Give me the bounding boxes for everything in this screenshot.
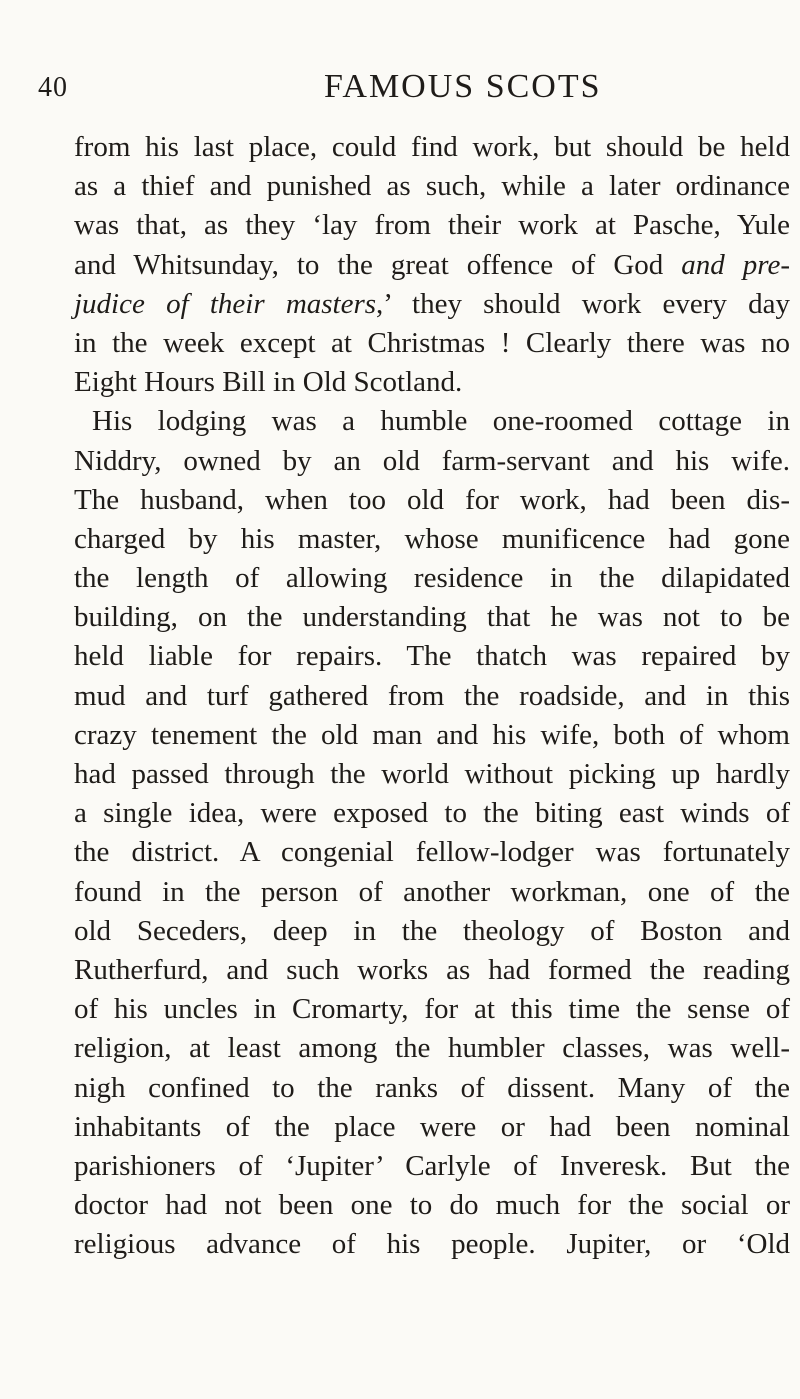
text-line: parishioners of ‘Jupiter’ Carlyle of Inveresk. But the: [74, 1149, 790, 1182]
running-header: [38, 58, 718, 105]
text-line: had passed through the world without picking up hardly: [74, 758, 790, 790]
text-line: held liable for repairs. The thatch was repaired by: [74, 640, 790, 673]
text-line: religion, at least among the humbler classes, was well-: [74, 1032, 790, 1065]
text-segment: and Whitsunday, to the great offence of God: [74, 248, 682, 281]
running-title: FAMOUS SCOTS: [324, 68, 602, 105]
text-line: nigh confined to the ranks of dissent. Many of the: [74, 1071, 790, 1104]
body-text: [74, 128, 790, 1264]
text-line: in the week except at Christmas ! Clearly there was no: [74, 326, 790, 359]
text-line: found in the person of another workman, one of the: [74, 875, 790, 908]
text-line: charged by his master, whose munificence had gone: [74, 522, 790, 555]
text-line: [74, 246, 790, 285]
text-line: Niddry, owned by an old farm-servant and his wife.: [74, 444, 790, 477]
text-line: was that, as they ‘lay from their work at Pasche, Yule: [74, 209, 790, 242]
text-line: The husband, when too old for work, had been dis-: [74, 483, 790, 516]
paragraph-first-line: His lodging was a humble one-roomed cottage in: [92, 405, 790, 438]
text-line: crazy tenement the old man and his wife, both of whom: [74, 718, 790, 751]
text-line: from his last place, could find work, but should be held: [74, 131, 790, 163]
text-line: a single idea, were exposed to the biting east winds of: [74, 797, 790, 830]
text-segment: ,’ they should work every day: [376, 287, 790, 320]
text-line: as a thief and punished as such, while a later ordinance: [74, 170, 790, 203]
text-line: doctor had not been one to do much for the social or: [74, 1189, 790, 1222]
text-line: inhabitants of the place were or had been nominal: [74, 1110, 790, 1143]
text-line: of his uncles in Cromarty, for at this time the sense of: [74, 993, 790, 1026]
text-line: [74, 285, 790, 324]
text-line: the district. A congenial fellow-lodger was fortunately: [74, 836, 790, 869]
page-number: 40: [38, 72, 68, 103]
italic-text: judice of their masters: [74, 287, 377, 320]
text-line: building, on the understanding that he was not to be: [74, 601, 790, 634]
text-line: mud and turf gathered from the roadside, and in this: [74, 679, 790, 712]
text-line: Rutherfurd, and such works as had formed the reading: [74, 953, 790, 986]
text-line: the length of allowing residence in the dilapidated: [74, 562, 790, 595]
italic-text: and pre-: [681, 248, 790, 281]
text-line: old Seceders, deep in the theology of Boston and: [74, 914, 790, 947]
text-line: religious advance of his people. Jupiter, or ‘Old: [74, 1228, 790, 1261]
text-line: Eight Hours Bill in Old Scotland.: [74, 366, 463, 399]
